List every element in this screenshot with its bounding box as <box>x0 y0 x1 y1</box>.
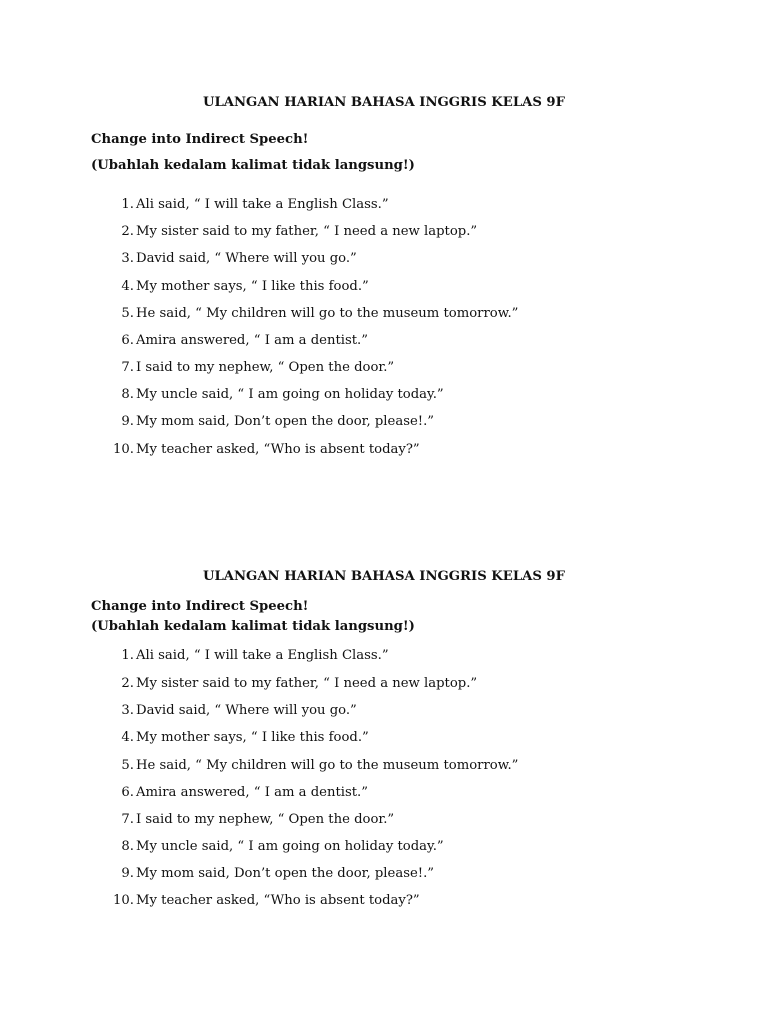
list-item <box>0 892 768 910</box>
item-number: 6. <box>121 785 134 800</box>
list-item <box>0 702 768 720</box>
item-text: Amira answered, “ I am a dentist.” <box>136 785 368 800</box>
item-text: My uncle said, “ I am going on holiday today.” <box>136 387 444 402</box>
item-text: He said, “ My children will go to the museum tomorrow.” <box>136 306 519 321</box>
list-item <box>0 784 768 802</box>
item-text: My uncle said, “ I am going on holiday today.” <box>136 839 444 854</box>
list-item <box>0 250 768 268</box>
item-number: 1. <box>121 648 134 663</box>
list-item <box>0 278 768 296</box>
item-number: 10. <box>113 442 134 457</box>
section-2-instruction: Change into Indirect Speech! <box>91 599 309 614</box>
item-number: 4. <box>121 730 134 745</box>
item-text: My mother says, “ I like this food.” <box>136 279 369 294</box>
item-text: My teacher asked, “Who is absent today?” <box>136 893 420 908</box>
item-text: Ali said, “ I will take a English Class.” <box>136 197 389 212</box>
item-text: My mom said, Don’t open the door, please!.” <box>136 414 434 429</box>
list-item <box>0 223 768 241</box>
item-number: 5. <box>121 758 134 773</box>
list-item <box>0 441 768 459</box>
item-text: My sister said to my father, “ I need a new laptop.” <box>136 676 478 691</box>
list-item <box>0 413 768 431</box>
list-item <box>0 865 768 883</box>
item-number: 10. <box>113 893 134 908</box>
item-number: 2. <box>121 676 134 691</box>
item-text: My sister said to my father, “ I need a new laptop.” <box>136 224 478 239</box>
item-text: He said, “ My children will go to the museum tomorrow.” <box>136 758 519 773</box>
item-number: 9. <box>121 866 134 881</box>
list-item <box>0 675 768 693</box>
item-text: My mother says, “ I like this food.” <box>136 730 369 745</box>
list-item <box>0 359 768 377</box>
item-number: 4. <box>121 279 134 294</box>
list-item <box>0 647 768 665</box>
item-number: 8. <box>121 387 134 402</box>
item-number: 3. <box>121 703 134 718</box>
item-number: 9. <box>121 414 134 429</box>
item-text: My teacher asked, “Who is absent today?” <box>136 442 420 457</box>
item-text: I said to my nephew, “ Open the door.” <box>136 360 395 375</box>
section-1-title: ULANGAN HARIAN BAHASA INGGRIS KELAS 9F <box>203 95 565 110</box>
list-item <box>0 838 768 856</box>
item-text: Ali said, “ I will take a English Class.” <box>136 648 389 663</box>
list-item <box>0 305 768 323</box>
list-item <box>0 811 768 829</box>
item-number: 3. <box>121 251 134 266</box>
item-number: 2. <box>121 224 134 239</box>
item-text: I said to my nephew, “ Open the door.” <box>136 812 395 827</box>
section-2-title: ULANGAN HARIAN BAHASA INGGRIS KELAS 9F <box>203 569 565 584</box>
section-1-instruction-sub: (Ubahlah kedalam kalimat tidak langsung!) <box>91 158 415 173</box>
item-number: 7. <box>121 812 134 827</box>
list-item <box>0 332 768 350</box>
list-item <box>0 196 768 214</box>
item-number: 7. <box>121 360 134 375</box>
item-text: Amira answered, “ I am a dentist.” <box>136 333 368 348</box>
item-text: My mom said, Don’t open the door, please!.” <box>136 866 434 881</box>
section-1-instruction: Change into Indirect Speech! <box>91 132 309 147</box>
item-number: 6. <box>121 333 134 348</box>
item-text: David said, “ Where will you go.” <box>136 251 357 266</box>
item-number: 8. <box>121 839 134 854</box>
list-item <box>0 386 768 404</box>
item-text: David said, “ Where will you go.” <box>136 703 357 718</box>
section-2-instruction-sub: (Ubahlah kedalam kalimat tidak langsung!) <box>91 619 415 634</box>
list-item <box>0 729 768 747</box>
item-number: 1. <box>121 197 134 212</box>
list-item <box>0 757 768 775</box>
item-number: 5. <box>121 306 134 321</box>
